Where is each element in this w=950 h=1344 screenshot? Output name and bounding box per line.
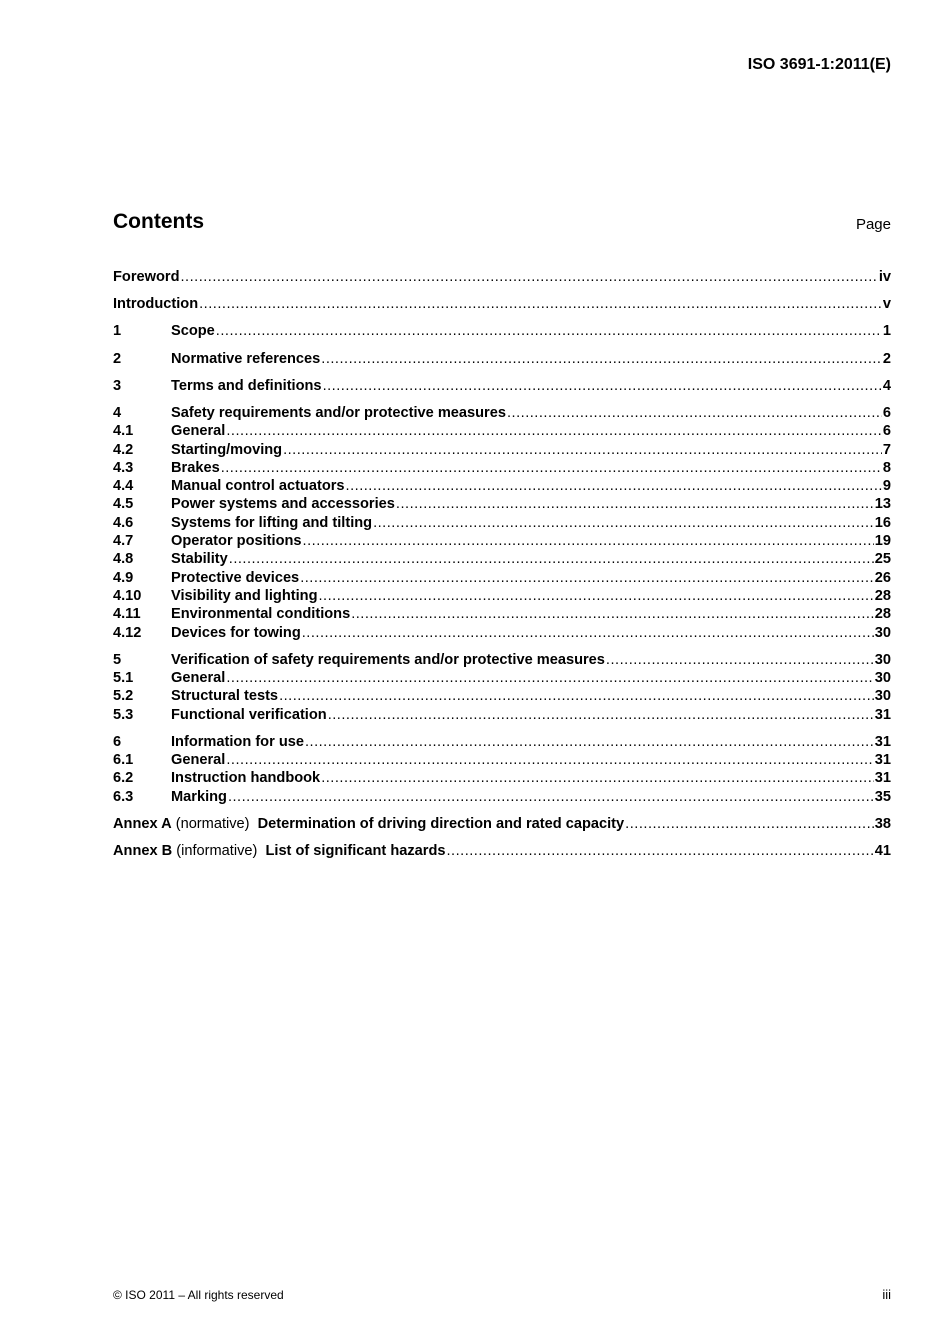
toc-entry-title: Visibility and lighting [171, 587, 318, 604]
dot-leader [321, 769, 874, 787]
toc-entry-page: 31 [874, 733, 891, 750]
toc-entry-number: 5.3 [113, 706, 134, 723]
toc-entry-number: 4.4 [113, 478, 134, 495]
table-of-contents [113, 268, 891, 860]
toc-entry-number: 4.11 [113, 606, 141, 623]
toc-entry-page: 30 [874, 651, 891, 668]
toc-entry-page: 13 [874, 496, 891, 513]
toc-entry[interactable] [113, 733, 891, 751]
dot-leader [305, 733, 874, 751]
toc-entry-page: 1 [882, 323, 891, 340]
dot-leader [229, 550, 874, 568]
toc-entry-number: 4.7 [113, 533, 134, 550]
toc-entry-page: 6 [882, 423, 891, 440]
annex-label: Annex B [113, 843, 173, 860]
toc-entry[interactable] [113, 769, 891, 787]
toc-entry[interactable] [113, 624, 891, 642]
dot-leader [396, 495, 874, 513]
toc-entry-number: 6.2 [113, 770, 134, 787]
toc-entry-page: 8 [882, 459, 891, 476]
toc-entry-title: Introduction [113, 296, 199, 313]
toc-entry-page: 31 [874, 770, 891, 787]
dot-leader [279, 687, 874, 705]
toc-annex-entry[interactable] [113, 842, 891, 860]
toc-entry[interactable] [113, 322, 891, 340]
dot-leader [303, 532, 874, 550]
toc-entry-title: General [171, 423, 226, 440]
toc-entry[interactable] [113, 495, 891, 513]
toc-entry-number: 4.10 [113, 587, 142, 604]
dot-leader [180, 268, 877, 286]
annex-title: List of significant hazards [265, 843, 446, 860]
toc-entry-title: Functional verification [171, 706, 327, 723]
dot-leader [226, 422, 882, 440]
toc-entry-title: Scope [171, 323, 215, 340]
annex-type: (normative) [175, 815, 250, 832]
dot-leader [606, 651, 874, 669]
toc-entry-number: 2 [113, 350, 122, 367]
toc-entry-page: v [882, 296, 891, 313]
toc-entry-page: iv [878, 269, 891, 285]
toc-entry-number: 5.1 [113, 669, 134, 686]
toc-entry-page: 28 [874, 587, 891, 604]
toc-annex-entry[interactable] [113, 815, 891, 833]
toc-entry-title: Verification of safety requirements and/or protective measures [171, 651, 605, 668]
annex-label: Annex A [113, 815, 172, 832]
dot-leader [226, 751, 873, 769]
toc-entry[interactable] [113, 569, 891, 587]
toc-entry-number: 4.5 [113, 496, 134, 513]
toc-entry[interactable] [113, 377, 891, 395]
toc-entry-title: Instruction handbook [171, 770, 321, 787]
contents-heading: Contents [113, 210, 204, 233]
dot-leader [373, 514, 874, 532]
toc-entry-number: 4.8 [113, 551, 134, 568]
toc-entry-title: Power systems and accessories [171, 496, 395, 513]
standard-identifier: ISO 3691-1:2011(E) [747, 56, 891, 73]
toc-entry[interactable] [113, 550, 891, 568]
toc-entry-title: General [171, 752, 226, 769]
toc-entry-title: Protective devices [171, 569, 300, 586]
dot-leader [351, 605, 874, 623]
copyright-notice: © ISO 2011 – All rights reserved [113, 1288, 284, 1302]
dot-leader [323, 377, 882, 395]
toc-entry-page: 19 [874, 533, 891, 550]
dot-leader [625, 815, 874, 833]
toc-entry-title: Terms and definitions [171, 377, 322, 394]
dot-leader [199, 295, 882, 313]
toc-entry-number: 4.1 [113, 423, 134, 440]
toc-entry[interactable] [113, 706, 891, 724]
page-number: iii [882, 1287, 891, 1302]
toc-entry-page: 35 [874, 788, 891, 805]
toc-entry[interactable] [113, 404, 891, 422]
toc-entry-title: Structural tests [171, 688, 279, 705]
toc-entry-page: 28 [874, 606, 891, 623]
toc-entry-number: 4.9 [113, 569, 134, 586]
toc-entry[interactable] [113, 422, 891, 440]
dot-leader [507, 404, 882, 422]
dot-leader [283, 441, 882, 459]
toc-entry[interactable] [113, 514, 891, 532]
toc-entry-number: 4.12 [113, 624, 142, 641]
toc-entry-number: 1 [113, 323, 122, 340]
dot-leader [228, 788, 874, 806]
dot-leader [346, 477, 882, 495]
dot-leader [226, 669, 873, 687]
toc-entry-number: 3 [113, 377, 122, 394]
toc-entry-page: 26 [874, 569, 891, 586]
toc-entry-page: 30 [874, 688, 891, 705]
toc-entry-title: Environmental conditions [171, 606, 351, 623]
toc-entry[interactable] [113, 532, 891, 550]
toc-entry-number: 5.2 [113, 688, 134, 705]
toc-entry-page: 30 [874, 624, 891, 641]
toc-entry-number: 4.2 [113, 441, 134, 458]
toc-entry-page: 6 [882, 404, 891, 421]
toc-entry-page: 16 [874, 514, 891, 531]
toc-entry-number: 6.1 [113, 752, 134, 769]
toc-entry-page: 4 [882, 377, 891, 394]
toc-entry[interactable] [113, 459, 891, 477]
toc-entry-page: 7 [882, 441, 891, 458]
toc-entry-title: Stability [171, 551, 228, 568]
toc-entry[interactable] [113, 477, 891, 495]
toc-entry-title: Manual control actuators [171, 478, 345, 495]
toc-entry-page: 30 [874, 669, 891, 686]
toc-entry[interactable] [113, 605, 891, 623]
toc-entry-title: Information for use [171, 733, 304, 750]
toc-entry-page: 25 [874, 551, 891, 568]
dot-leader [446, 842, 873, 860]
dot-leader [321, 350, 882, 368]
toc-entry[interactable] [113, 651, 891, 669]
toc-entry-page: 9 [882, 478, 891, 495]
toc-entry-page: 31 [874, 752, 891, 769]
dot-leader [302, 624, 874, 642]
toc-entry-page: 2 [882, 350, 891, 367]
toc-entry-title: Brakes [171, 459, 220, 476]
toc-entry[interactable] [113, 687, 891, 705]
toc-entry-number: 6.3 [113, 788, 134, 805]
toc-entry[interactable] [113, 587, 891, 605]
dot-leader [328, 706, 874, 724]
toc-entry-number: 6 [113, 733, 122, 750]
toc-entry[interactable] [113, 268, 891, 286]
toc-entry-title: Safety requirements and/or protective measures [171, 404, 506, 421]
toc-entry-number: 4.3 [113, 459, 134, 476]
toc-entry[interactable] [113, 669, 891, 687]
toc-entry-title: Systems for lifting and tilting [171, 514, 373, 531]
page-column-label: Page [855, 216, 891, 233]
toc-entry[interactable] [113, 350, 891, 368]
dot-leader [216, 322, 882, 340]
dot-leader [221, 459, 882, 477]
toc-entry-title: Operator positions [171, 533, 302, 550]
toc-entry[interactable] [113, 295, 891, 313]
toc-entry-title: Devices for towing [171, 624, 301, 641]
annex-page: 38 [874, 815, 891, 832]
toc-entry-title: Starting/moving [171, 441, 283, 458]
toc-entry[interactable] [113, 751, 891, 769]
toc-entry-title: General [171, 669, 226, 686]
toc-entry-title: Marking [171, 788, 227, 805]
toc-entry-number: 4.6 [113, 514, 134, 531]
toc-entry-title: Normative references [171, 350, 321, 367]
toc-entry-title: Foreword [113, 269, 180, 285]
toc-entry[interactable] [113, 441, 891, 459]
toc-entry-number: 5 [113, 651, 122, 668]
toc-entry-page: 31 [874, 706, 891, 723]
dot-leader [319, 587, 874, 605]
annex-page: 41 [874, 843, 891, 860]
toc-entry[interactable] [113, 788, 891, 806]
toc-entry-number: 4 [113, 404, 122, 421]
dot-leader [300, 569, 874, 587]
annex-type: (informative) [176, 843, 258, 860]
annex-title: Determination of driving direction and rated capacity [257, 815, 625, 832]
